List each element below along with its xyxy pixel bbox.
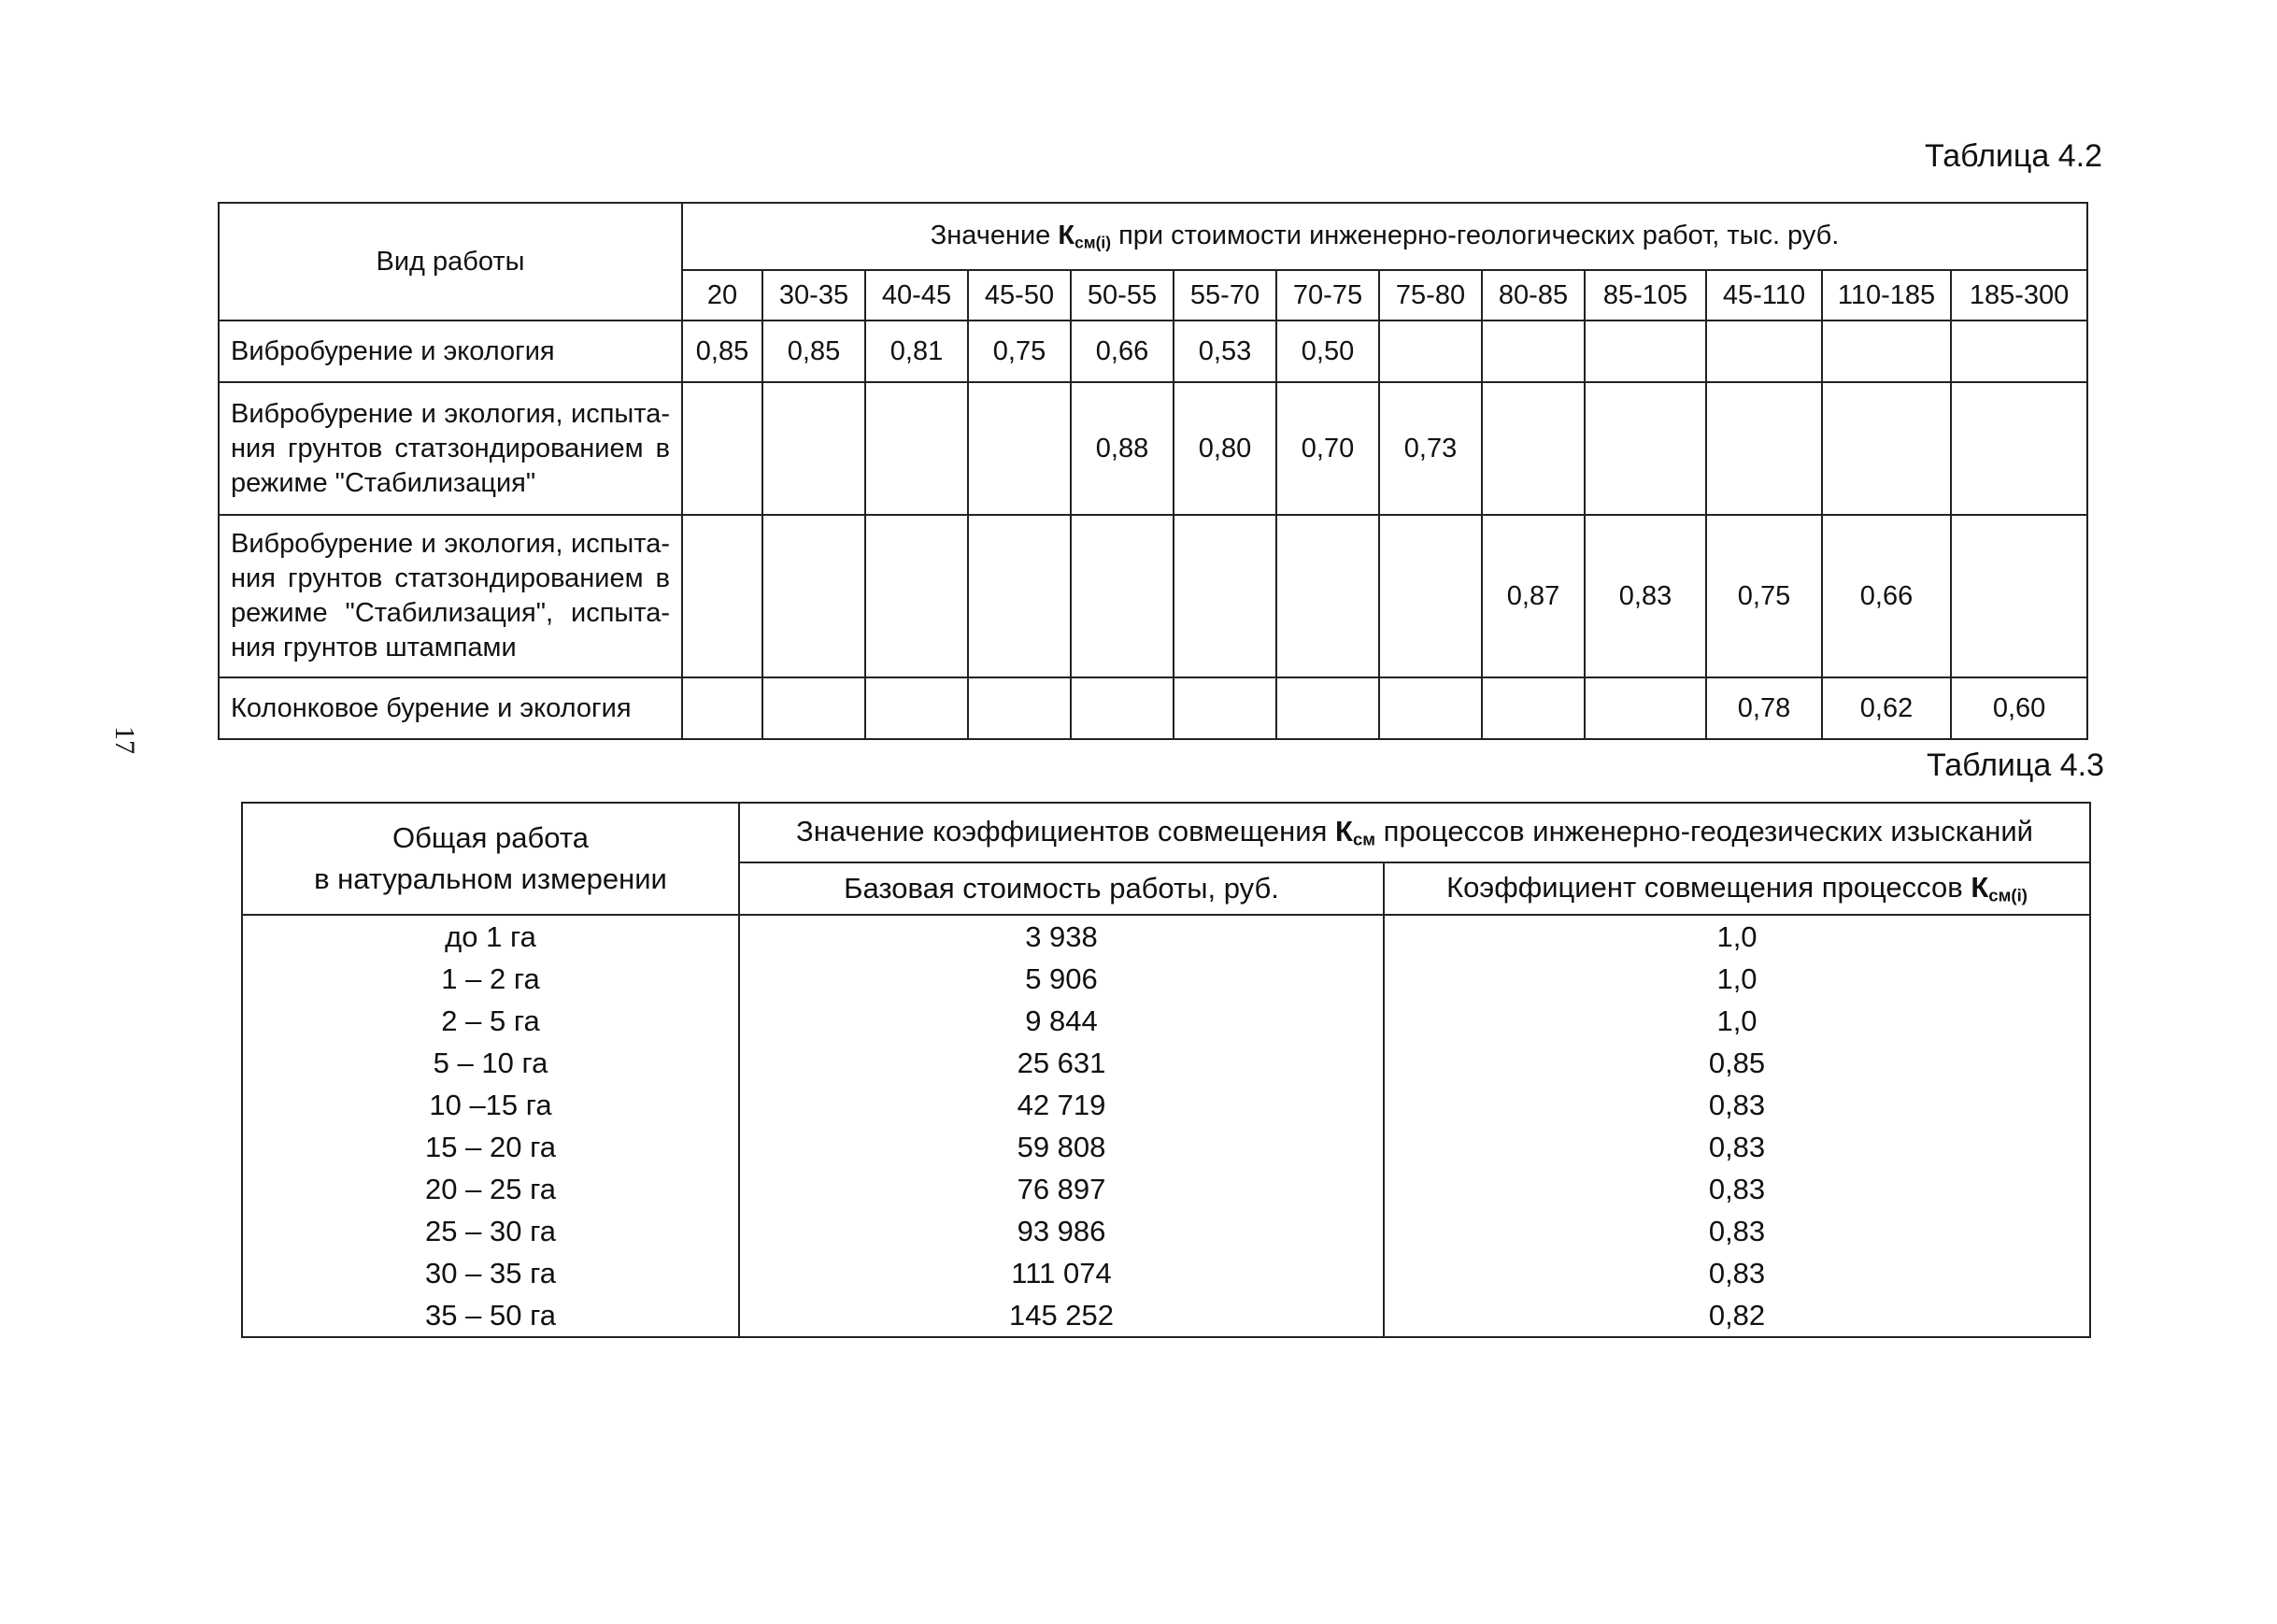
table-4-3 bbox=[241, 802, 2091, 1338]
area-cell: 25 – 30 га bbox=[242, 1210, 739, 1252]
table-row bbox=[219, 321, 2087, 382]
area-cell: 5 – 10 га bbox=[242, 1042, 739, 1084]
page-number: 17 bbox=[109, 726, 140, 754]
cell bbox=[682, 677, 762, 739]
column-header: 45-50 bbox=[968, 270, 1071, 321]
row-label: Вибробурение и экология, испыта-ния грунтов статзондированием в режиме "Стабилизация" bbox=[219, 382, 682, 515]
cell bbox=[762, 515, 865, 677]
cell: 0,85 bbox=[762, 321, 865, 382]
cell bbox=[968, 677, 1071, 739]
area-cell: 30 – 35 га bbox=[242, 1252, 739, 1294]
cell bbox=[1822, 382, 1951, 515]
cell bbox=[1174, 677, 1276, 739]
cell: 0,87 bbox=[1482, 515, 1585, 677]
column-header: 40-45 bbox=[865, 270, 968, 321]
table-row bbox=[219, 382, 2087, 515]
cell bbox=[682, 382, 762, 515]
cell bbox=[865, 382, 968, 515]
cell: 0,88 bbox=[1071, 382, 1174, 515]
table-row bbox=[242, 958, 2090, 1000]
table-4-3-col2-header: Базовая стоимость работы, руб. bbox=[739, 862, 1384, 915]
cell bbox=[968, 382, 1071, 515]
cell: 0,85 bbox=[682, 321, 762, 382]
cell bbox=[1174, 515, 1276, 677]
column-header: 75-80 bbox=[1379, 270, 1482, 321]
cell: 0,80 bbox=[1174, 382, 1276, 515]
row-label: Вибробурение и экология bbox=[219, 321, 682, 382]
cell bbox=[968, 515, 1071, 677]
coef-cell: 0,83 bbox=[1384, 1084, 2090, 1126]
area-cell: 1 – 2 га bbox=[242, 958, 739, 1000]
cell bbox=[1276, 677, 1379, 739]
cell: 0,83 bbox=[1585, 515, 1706, 677]
area-cell: до 1 га bbox=[242, 915, 739, 958]
coef-cell: 1,0 bbox=[1384, 915, 2090, 958]
cell bbox=[1482, 677, 1585, 739]
cell: 0,73 bbox=[1379, 382, 1482, 515]
table-row bbox=[242, 1084, 2090, 1126]
area-cell: 20 – 25 га bbox=[242, 1168, 739, 1210]
cost-cell: 111 074 bbox=[739, 1252, 1384, 1294]
cost-cell: 25 631 bbox=[739, 1042, 1384, 1084]
table-4-2-caption: Таблица 4.2 bbox=[1924, 138, 2102, 174]
table-row bbox=[242, 915, 2090, 958]
cell bbox=[865, 677, 968, 739]
cell bbox=[1951, 382, 2087, 515]
table-4-2 bbox=[218, 202, 2088, 740]
cell bbox=[1071, 677, 1174, 739]
cost-cell: 9 844 bbox=[739, 1000, 1384, 1042]
coef-cell: 0,85 bbox=[1384, 1042, 2090, 1084]
column-header: 30-35 bbox=[762, 270, 865, 321]
cell bbox=[865, 515, 968, 677]
coef-cell: 0,82 bbox=[1384, 1294, 2090, 1337]
cost-cell: 3 938 bbox=[739, 915, 1384, 958]
cost-cell: 5 906 bbox=[739, 958, 1384, 1000]
column-header: 110-185 bbox=[1822, 270, 1951, 321]
table-row bbox=[242, 1168, 2090, 1210]
cost-cell: 42 719 bbox=[739, 1084, 1384, 1126]
column-header: 85-105 bbox=[1585, 270, 1706, 321]
coef-cell: 0,83 bbox=[1384, 1210, 2090, 1252]
cell: 0,70 bbox=[1276, 382, 1379, 515]
column-header: 185-300 bbox=[1951, 270, 2087, 321]
area-cell: 10 –15 га bbox=[242, 1084, 739, 1126]
cell bbox=[1822, 321, 1951, 382]
table-row bbox=[242, 1126, 2090, 1168]
cell bbox=[1585, 677, 1706, 739]
cell: 0,60 bbox=[1951, 677, 2087, 739]
table-row bbox=[219, 515, 2087, 677]
cell bbox=[1482, 321, 1585, 382]
table-4-2-col1-header: Вид работы bbox=[219, 203, 682, 321]
row-label: Колонковое бурение и экология bbox=[219, 677, 682, 739]
area-cell: 2 – 5 га bbox=[242, 1000, 739, 1042]
table-row bbox=[242, 1042, 2090, 1084]
cell: 0,62 bbox=[1822, 677, 1951, 739]
area-cell: 35 – 50 га bbox=[242, 1294, 739, 1337]
coef-cell: 1,0 bbox=[1384, 958, 2090, 1000]
table-4-3-caption: Таблица 4.3 bbox=[1926, 748, 2104, 783]
cell bbox=[1379, 321, 1482, 382]
cell bbox=[762, 382, 865, 515]
cell: 0,66 bbox=[1822, 515, 1951, 677]
column-header: 70-75 bbox=[1276, 270, 1379, 321]
cell bbox=[1071, 515, 1174, 677]
table-4-3-group-header: Значение коэффициентов совмещения $К_{см}$ процессов инженерно-геодезических изысканий bbox=[739, 803, 2090, 862]
coef-cell: 0,83 bbox=[1384, 1126, 2090, 1168]
column-header: 80-85 bbox=[1482, 270, 1585, 321]
table-row bbox=[242, 1252, 2090, 1294]
cell bbox=[1482, 382, 1585, 515]
cell: 0,75 bbox=[1706, 515, 1822, 677]
cell: 0,75 bbox=[968, 321, 1071, 382]
cost-cell: 145 252 bbox=[739, 1294, 1384, 1337]
cell bbox=[1951, 321, 2087, 382]
column-header: 45-110 bbox=[1706, 270, 1822, 321]
cell: 0,50 bbox=[1276, 321, 1379, 382]
table-4-3-col1-header: Общая работа в натуральном измерении bbox=[242, 803, 739, 915]
cell: 0,81 bbox=[865, 321, 968, 382]
coef-cell: 0,83 bbox=[1384, 1168, 2090, 1210]
cell bbox=[1379, 677, 1482, 739]
cost-cell: 59 808 bbox=[739, 1126, 1384, 1168]
cell bbox=[1706, 321, 1822, 382]
cell bbox=[1585, 321, 1706, 382]
row-label: Вибробурение и экология, испыта-ния грунтов статзондированием в режиме "Стабилизация", испыта-ния грунтов штампами bbox=[219, 515, 682, 677]
coef-cell: 0,83 bbox=[1384, 1252, 2090, 1294]
cell: 0,66 bbox=[1071, 321, 1174, 382]
cell bbox=[1276, 515, 1379, 677]
table-row bbox=[242, 1210, 2090, 1252]
cell bbox=[1585, 382, 1706, 515]
table-4-3-col3-header: Коэффициент совмещения процессов $К_{см(i)}$ bbox=[1384, 862, 2090, 915]
column-header: 20 bbox=[682, 270, 762, 321]
cell bbox=[1706, 382, 1822, 515]
coef-cell: 1,0 bbox=[1384, 1000, 2090, 1042]
table-row bbox=[242, 1294, 2090, 1337]
column-header: 50-55 bbox=[1071, 270, 1174, 321]
table-4-2-group-header: Значение $К_{см(i)}$ при стоимости инженерно-геологических работ, тыс. руб. bbox=[682, 203, 2087, 270]
cell: 0,53 bbox=[1174, 321, 1276, 382]
cost-cell: 93 986 bbox=[739, 1210, 1384, 1252]
column-header: 55-70 bbox=[1174, 270, 1276, 321]
cell bbox=[682, 515, 762, 677]
cell bbox=[762, 677, 865, 739]
table-row bbox=[219, 677, 2087, 739]
area-cell: 15 – 20 га bbox=[242, 1126, 739, 1168]
cell: 0,78 bbox=[1706, 677, 1822, 739]
table-row bbox=[242, 1000, 2090, 1042]
cell bbox=[1951, 515, 2087, 677]
cell bbox=[1379, 515, 1482, 677]
cost-cell: 76 897 bbox=[739, 1168, 1384, 1210]
